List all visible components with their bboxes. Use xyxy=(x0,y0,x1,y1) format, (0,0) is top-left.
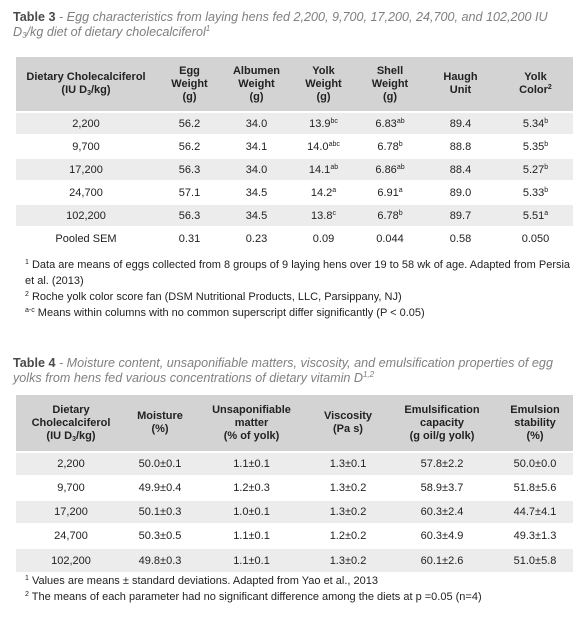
cell-emulsion-stability: 51.8±5.6 xyxy=(497,476,573,500)
table3-footnotes xyxy=(25,257,577,321)
cell-unsaponifiable: 1.2±0.3 xyxy=(194,476,309,500)
table4-title-text: Moisture content, unsaponifiable matters, viscosity, and emulsification properties of egg yolks from hens fed various concentrations of dietary vitamin D xyxy=(13,356,553,385)
cell-emulsification-capacity: 57.8±2.2 xyxy=(387,452,497,476)
table-row xyxy=(16,500,573,524)
cell-egg-weight: 56.2 xyxy=(156,135,223,158)
column-header-moisture: Moisture (%) xyxy=(126,395,194,452)
cell-shell-weight: 6.78$^b$ xyxy=(357,135,423,158)
cell-emulsion-stability: 49.3±1.3 xyxy=(497,524,573,548)
cell-haugh-unit: 89.4 xyxy=(423,112,498,135)
cell-albumen-weight: 34.1 xyxy=(223,135,290,158)
caption-separator: - xyxy=(55,356,67,370)
table-row xyxy=(16,524,573,548)
cell-emulsification-capacity: 60.3±2.4 xyxy=(387,500,497,524)
cell-yolk-color: 5.33$^b$ xyxy=(498,181,573,204)
cell-yolk-color: 5.27$^b$ xyxy=(498,158,573,181)
cell-dose: 17,200 xyxy=(16,500,126,524)
cell-dose: 24,700 xyxy=(16,524,126,548)
table-row xyxy=(16,452,573,476)
footnote: $^2$ Roche yolk color score fan (DSM Nutritional Products, LLC, Parsippany, NJ) xyxy=(25,291,402,303)
column-header-shell-weight: Shell Weight (g) xyxy=(357,57,423,112)
column-header-cholecalciferol: Dietary Cholecalciferol (IU $D_3/kg$) xyxy=(16,395,126,452)
cell-yolk-color: 5.34$^b$ xyxy=(498,112,573,135)
cell-haugh-unit: 89.0 xyxy=(423,181,498,204)
cell-viscosity: 1.3±0.2 xyxy=(309,500,387,524)
cell-emulsion-stability: 44.7±4.1 xyxy=(497,500,573,524)
cell-albumen-weight: 34.0 xyxy=(223,112,290,135)
cell-dose: 2,200 xyxy=(16,452,126,476)
cell-viscosity: 1.2±0.2 xyxy=(309,524,387,548)
footnote: $^1$ Data are means of eggs collected from 8 groups of 9 laying hens over 19 to 58 wk of age. Adapted from Persia et al. (2013) xyxy=(25,259,571,287)
table3-caption xyxy=(13,10,573,40)
column-header-emulsification-capacity: Emulsification capacity (g oil/g yolk) xyxy=(387,395,497,452)
cell-dose: Pooled SEM xyxy=(16,227,156,250)
table-row xyxy=(16,135,573,158)
cell-haugh-unit: 88.8 xyxy=(423,135,498,158)
table3-title-text: Egg characteristics from laying hens fed 2,200, 9,700, 17,200, 24,700, and 102,200 IU D xyxy=(13,10,548,39)
cell-moisture: 49.9±0.4 xyxy=(126,476,194,500)
footnote: $^1$ Values are means ± standard deviations. Adapted from Yao et al., 2013 xyxy=(25,575,378,587)
cell-unsaponifiable: 1.0±0.1 xyxy=(194,500,309,524)
table-row xyxy=(16,158,573,181)
cell-emulsification-capacity: 58.9±3.7 xyxy=(387,476,497,500)
column-header-viscosity: Viscosity (Pa s) xyxy=(309,395,387,452)
cell-viscosity: 1.3±0.2 xyxy=(309,548,387,572)
cell-yolk-color: 5.51$^a$ xyxy=(498,204,573,227)
column-header-emulsion-stability: Emulsion stability (%) xyxy=(497,395,573,452)
cell-yolk-weight: 14.1$^{ab}$ xyxy=(290,158,357,181)
table-row xyxy=(16,204,573,227)
column-header-unsaponifiable: Unsaponifiable matter (% of yolk) xyxy=(194,395,309,452)
cell-albumen-weight: 34.5 xyxy=(223,204,290,227)
cell-albumen-weight: 0.23 xyxy=(223,227,290,250)
table3-header-row xyxy=(16,57,573,112)
cell-shell-weight: 6.78$^b$ xyxy=(357,204,423,227)
cell-yolk-weight: 13.8$^c$ xyxy=(290,204,357,227)
cell-egg-weight: 56.3 xyxy=(156,158,223,181)
cell-shell-weight: 6.91$^a$ xyxy=(357,181,423,204)
cell-yolk-weight: 0.09 xyxy=(290,227,357,250)
cell-shell-weight: 6.83$^{ab}$ xyxy=(357,112,423,135)
caption-superscript: 1,2 xyxy=(362,370,375,379)
cell-egg-weight: 56.3 xyxy=(156,204,223,227)
cell-viscosity: 1.3±0.2 xyxy=(309,476,387,500)
table4-footnotes xyxy=(25,573,577,605)
cell-yolk-color: 5.35$^b$ xyxy=(498,135,573,158)
cell-haugh-unit: 0.58 xyxy=(423,227,498,250)
footnote: $^2$ The means of each parameter had no significant difference among the diets at p =0.05 (n=4) xyxy=(25,591,482,603)
cell-shell-weight: 0.044 xyxy=(357,227,423,250)
column-header-haugh-unit: Haugh Unit xyxy=(423,57,498,112)
cell-dose: 24,700 xyxy=(16,181,156,204)
caption-superscript: 1 xyxy=(205,24,211,33)
column-header-yolk-weight: Yolk Weight (g) xyxy=(290,57,357,112)
table3 xyxy=(16,57,573,250)
cell-yolk-weight: 14.2$^a$ xyxy=(290,181,357,204)
table3-label: Table 3 xyxy=(13,10,56,24)
table4-caption xyxy=(13,356,573,386)
cell-moisture: 50.3±0.5 xyxy=(126,524,194,548)
table3-title-text-end: /kg diet of dietary cholecalciferol xyxy=(26,25,206,39)
column-header-cholecalciferol: Dietary Cholecalciferol (IU $D_3/kg$) xyxy=(16,57,156,112)
table4 xyxy=(16,395,573,572)
cell-haugh-unit: 89.7 xyxy=(423,204,498,227)
table-row xyxy=(16,548,573,572)
column-header-yolk-color: Yolk Color$^2$ xyxy=(498,57,573,112)
cell-yolk-color: 0.050 xyxy=(498,227,573,250)
cell-yolk-weight: 14.0$^{abc}$ xyxy=(290,135,357,158)
cell-moisture: 50.0±0.1 xyxy=(126,452,194,476)
cell-dose: 9,700 xyxy=(16,135,156,158)
cell-dose: 9,700 xyxy=(16,476,126,500)
cell-emulsification-capacity: 60.1±2.6 xyxy=(387,548,497,572)
footnote: $^{a-c}$ Means within columns with no common superscript differ significantly (P < 0.05) xyxy=(25,307,425,319)
cell-emulsification-capacity: 60.3±4.9 xyxy=(387,524,497,548)
table-row xyxy=(16,476,573,500)
caption-separator: - xyxy=(55,10,67,24)
column-header-egg-weight: Egg Weight (g) xyxy=(156,57,223,112)
cell-unsaponifiable: 1.1±0.1 xyxy=(194,452,309,476)
caption-subscript: 3 xyxy=(22,31,27,40)
cell-dose: 2,200 xyxy=(16,112,156,135)
table-row xyxy=(16,227,573,250)
table-row xyxy=(16,181,573,204)
cell-egg-weight: 57.1 xyxy=(156,181,223,204)
cell-egg-weight: 0.31 xyxy=(156,227,223,250)
table4-label: Table 4 xyxy=(13,356,56,370)
cell-yolk-weight: 13.9$^{bc}$ xyxy=(290,112,357,135)
cell-unsaponifiable: 1.1±0.1 xyxy=(194,524,309,548)
cell-emulsion-stability: 51.0±5.8 xyxy=(497,548,573,572)
cell-moisture: 50.1±0.3 xyxy=(126,500,194,524)
cell-emulsion-stability: 50.0±0.0 xyxy=(497,452,573,476)
column-header-albumen-weight: Albumen Weight (g) xyxy=(223,57,290,112)
cell-haugh-unit: 88.4 xyxy=(423,158,498,181)
cell-dose: 102,200 xyxy=(16,548,126,572)
cell-egg-weight: 56.2 xyxy=(156,112,223,135)
cell-albumen-weight: 34.0 xyxy=(223,158,290,181)
table4-header-row xyxy=(16,395,573,452)
cell-unsaponifiable: 1.1±0.1 xyxy=(194,548,309,572)
cell-dose: 102,200 xyxy=(16,204,156,227)
cell-moisture: 49.8±0.3 xyxy=(126,548,194,572)
cell-shell-weight: 6.86$^{ab}$ xyxy=(357,158,423,181)
table-row xyxy=(16,112,573,135)
cell-dose: 17,200 xyxy=(16,158,156,181)
cell-albumen-weight: 34.5 xyxy=(223,181,290,204)
cell-viscosity: 1.3±0.1 xyxy=(309,452,387,476)
